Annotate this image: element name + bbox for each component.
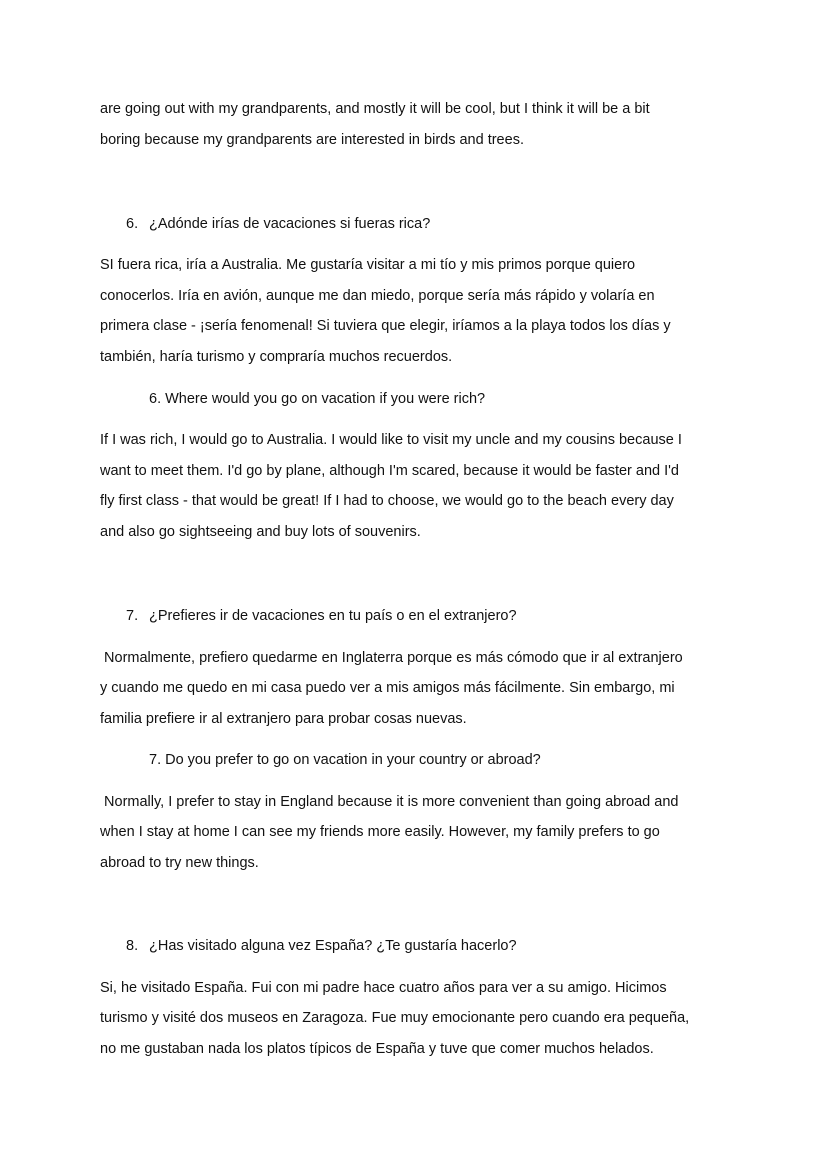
answer-7-es-line: y cuando me quedo en mi casa puedo ver a mis amigos más fácilmente. Sin embargo, mi [100, 680, 675, 696]
answer-8-es-line: turismo y visité dos museos en Zaragoza. Fue muy emocionante pero cuando era pequeña, [100, 1010, 690, 1026]
answer-7-en-line: when I stay at home I can see my friends more easily. However, my family prefers to go [100, 824, 660, 840]
answer-8-es-line: Si, he visitado España. Fui con mi padre hace cuatro años para ver a su amigo. Hicimos [100, 980, 667, 996]
answer-7-es-line: Normalmente, prefiero quedarme en Inglaterra porque es más cómodo que ir al extranjero [100, 650, 683, 666]
question-number: 7. [126, 608, 139, 624]
answer-6-es-line: conocerlos. Iría en avión, aunque me dan miedo, porque sería más rápido y volaría en [100, 288, 655, 304]
answer-7-en-line: abroad to try new things. [100, 855, 259, 871]
question-text: ¿Adónde irías de vacaciones si fueras rica? [149, 216, 431, 232]
intro-line: are going out with my grandparents, and mostly it will be cool, but I think it will be a bit [100, 101, 650, 117]
answer-6-en-line: want to meet them. I'd go by plane, although I'm scared, because it would be faster and I'd [100, 463, 679, 479]
answer-7-en-line: Normally, I prefer to stay in England because it is more convenient than going abroad and [100, 794, 679, 810]
question-text: ¿Prefieres ir de vacaciones en tu país o en el extranjero? [149, 608, 517, 624]
answer-6-es-line: primera clase - ¡sería fenomenal! Si tuviera que elegir, iríamos a la playa todos los días y [100, 318, 671, 334]
question-text: ¿Has visitado alguna vez España? ¿Te gustaría hacerlo? [149, 938, 517, 954]
answer-6-en-line: If I was rich, I would go to Australia. I would like to visit my uncle and my cousins because I [100, 432, 682, 448]
question-number: 8. [126, 938, 139, 954]
intro-line: boring because my grandparents are interested in birds and trees. [100, 132, 524, 148]
question-6-en: 6. Where would you go on vacation if you were rich? [149, 391, 486, 407]
answer-6-en-line: and also go sightseeing and buy lots of souvenirs. [100, 524, 421, 540]
answer-6-es-line: SI fuera rica, iría a Australia. Me gustaría visitar a mi tío y mis primos porque quiero [100, 257, 636, 273]
answer-8-es-line: no me gustaban nada los platos típicos de España y tuve que comer muchos helados. [100, 1041, 654, 1057]
answer-6-en-line: fly first class - that would be great! If I had to choose, we would go to the beach every day [100, 493, 674, 509]
question-number: 6. [126, 216, 139, 232]
answer-6-es-line: también, haría turismo y compraría muchos recuerdos. [100, 349, 453, 365]
answer-7-es-line: familia prefiere ir al extranjero para probar cosas nuevas. [100, 711, 467, 727]
question-7-en: 7. Do you prefer to go on vacation in your country or abroad? [149, 752, 541, 768]
